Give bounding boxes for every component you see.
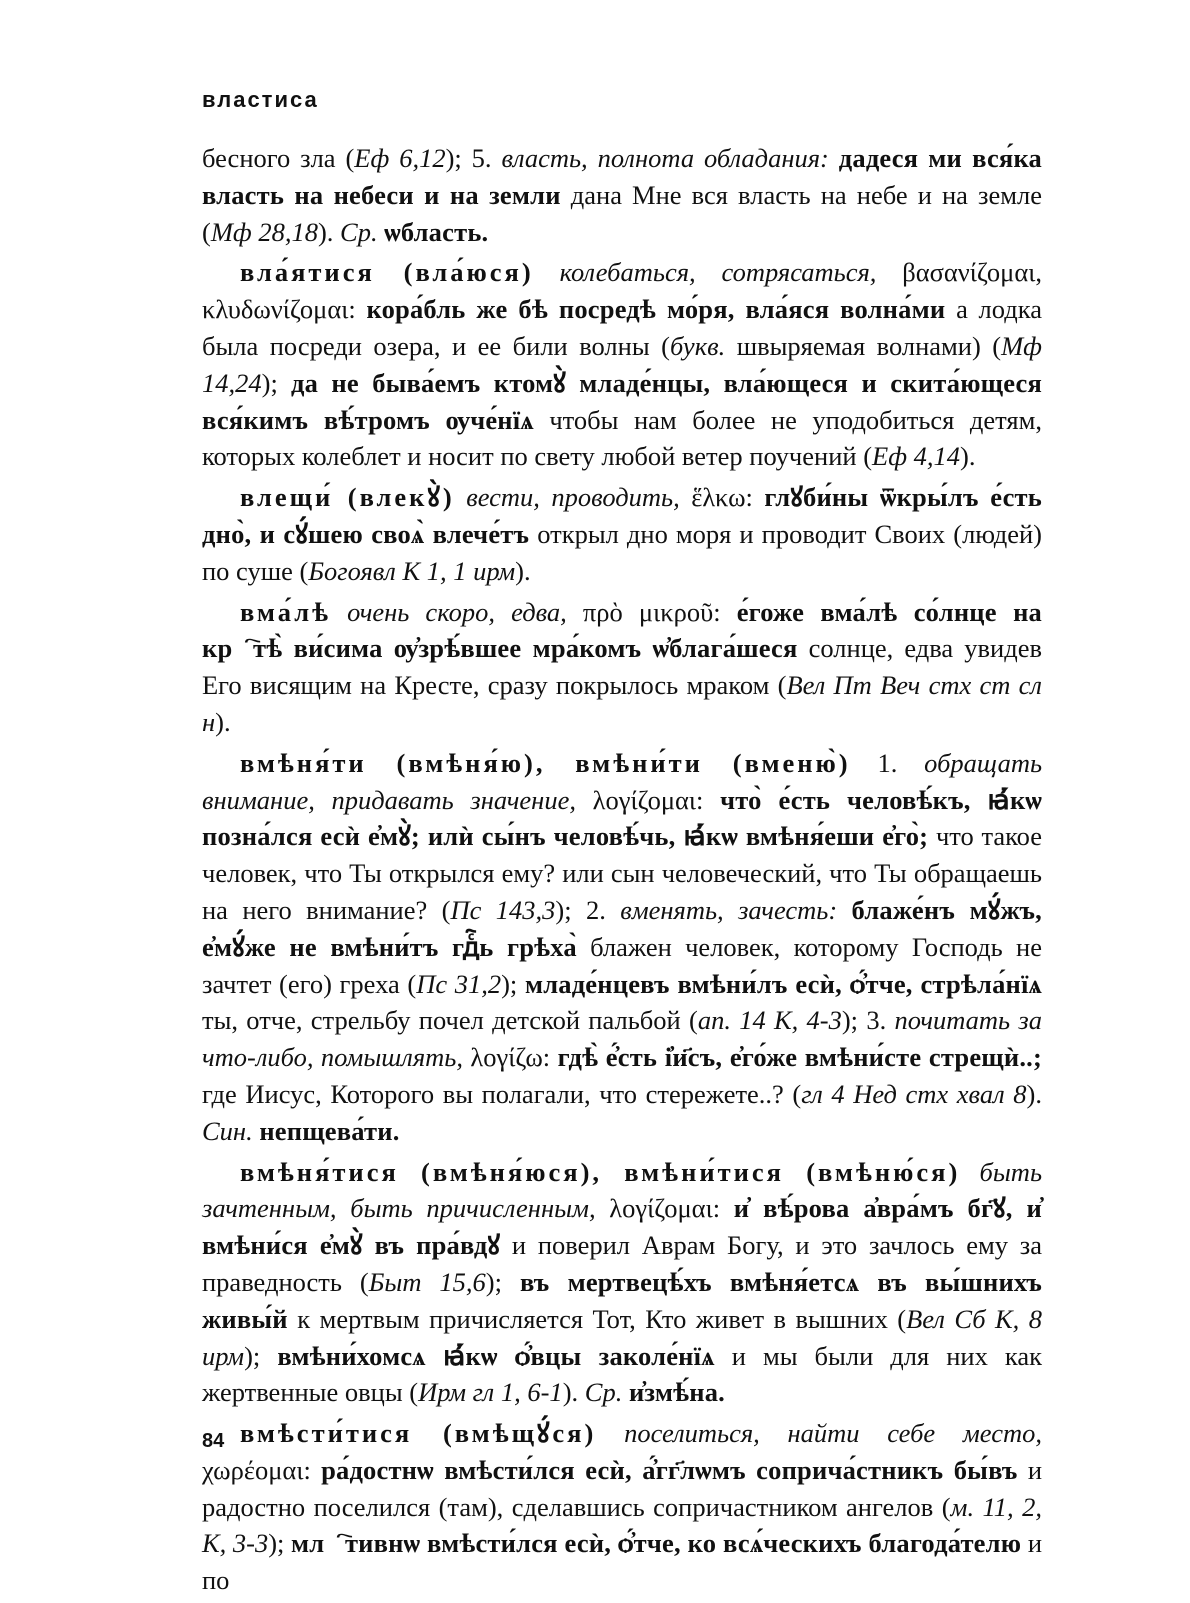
italic-gloss: быть зачтенным, быть причисленным, bbox=[202, 1156, 1043, 1224]
body-text: λογίζομαι: bbox=[595, 1193, 734, 1224]
italic-gloss: обращать внимание, придавать значение, bbox=[202, 747, 1043, 815]
body-text: блажен человек, которому Господь не зачтет (его) греха ( bbox=[202, 931, 1042, 999]
body-text bbox=[534, 257, 560, 287]
body-text bbox=[455, 482, 467, 512]
dictionary-text bbox=[202, 140, 1042, 1599]
body-text: и поверил Аврам Богу, и это зачлось ему за праведность ( bbox=[202, 1230, 1043, 1297]
body-text: ); bbox=[268, 1528, 292, 1559]
body-text: и по bbox=[202, 1528, 1042, 1596]
italic-gloss: ап. 14 К, 4-3 bbox=[697, 1005, 842, 1036]
dictionary-entry bbox=[202, 254, 1042, 475]
continued-entry bbox=[202, 140, 1042, 250]
headword: вма́лѣ bbox=[240, 596, 331, 627]
body-text: швыряемая волнами) ( bbox=[725, 330, 1002, 361]
italic-gloss: Быт 15,6 bbox=[368, 1266, 486, 1297]
body-text: ); bbox=[261, 367, 291, 398]
church-slavonic-text: и҆ вѣ́рова а҆вра́мъ бг҃ꙋ, и҆ вмѣни́ся е҆мꙋ̀ въ пра́вдꙋ bbox=[202, 1193, 1042, 1261]
church-slavonic-text: да не быва́емъ ктомꙋ̀ младе́нцы, вла́ющеся и скита́ющеся вся́кимъ вѣ́тромъ ѹче́нїѧ bbox=[202, 367, 1042, 435]
church-slavonic-text: е́гоже вма́лѣ со́лнце на крⷭ҇тѣ̀ ви́сима ѹ҆зрѣ́вшее мра́комъ ѡ҆блага́шеся bbox=[202, 596, 1042, 664]
italic-gloss: Еф 4,14 bbox=[872, 441, 961, 472]
body-text bbox=[837, 895, 851, 925]
dictionary-entry bbox=[202, 1415, 1042, 1599]
body-text: открыл дно моря и проводит Своих (людей) по суше ( bbox=[202, 518, 1042, 586]
dictionary-entry bbox=[202, 745, 1042, 1150]
body-text bbox=[331, 597, 347, 627]
church-slavonic-text: что̀ е́сть человѣ́къ, ꙗ҆́кѡ позна́лся есѝ е҆мꙋ̀; илѝ сы́нъ человѣ́чь, ꙗ҆́кѡ вмѣня́еши е҆го̀; bbox=[202, 784, 1043, 852]
headword: вмѣня́ти (вмѣня́ю), вмѣни́ти (вменю̀) bbox=[240, 747, 851, 778]
italic-gloss: вести, проводить, bbox=[466, 482, 680, 513]
running-head: властиса bbox=[202, 87, 319, 112]
italic-gloss: Пс 143,3 bbox=[450, 894, 556, 925]
italic-gloss: Вел Сб К, 8 ирм bbox=[202, 1303, 1042, 1371]
headword: влещи́ (влекꙋ̀) bbox=[240, 482, 455, 513]
body-text: дана Мне вся власть на небе и на земле ( bbox=[202, 179, 1042, 247]
body-text: χωρέομαι: bbox=[202, 1454, 322, 1485]
italic-gloss: вменять, зачесть: bbox=[620, 894, 838, 925]
church-slavonic-text: блаже́нъ мꙋ́жъ, е҆мꙋ́же не вмѣни́тъ гдⷭ҇ь грѣха̀ bbox=[202, 894, 1043, 962]
church-slavonic-text: младе́нцевъ вмѣни́лъ есѝ, ѻ҆́тче, стрѣла́нїѧ bbox=[524, 968, 1043, 999]
italic-gloss: Ср. bbox=[340, 216, 385, 247]
body-text: λογίζομαι: bbox=[575, 784, 721, 815]
body-text: ἕλκω: bbox=[679, 482, 765, 513]
italic-gloss: Пс 31,2 bbox=[416, 968, 502, 999]
italic-gloss: Ирм гл 1, 6-1 bbox=[418, 1377, 563, 1408]
church-slavonic-text: и҆змѣ́на. bbox=[628, 1377, 725, 1408]
italic-gloss: Богоявл К 1, 1 ирм bbox=[308, 555, 516, 586]
headword: вмѣня́тися (вмѣня́юся), вмѣни́тися (вмѣню́ся) bbox=[240, 1156, 961, 1187]
body-text: чтобы нам более не уподобиться детям, которых колеблет и носит по свету любой ветер поучений ( bbox=[202, 404, 1042, 472]
italic-gloss: колебаться, сотрясаться, bbox=[559, 257, 877, 288]
italic-gloss: м. 11, 2, К, 3-3 bbox=[202, 1491, 1042, 1559]
body-text: ); bbox=[485, 1266, 520, 1297]
church-slavonic-text: гдѣ̀ е҆́сть і҆и҃съ, е҆го́же вмѣни́сте стрещѝ..; bbox=[557, 1042, 1043, 1073]
body-text: βασανίζομαι, κλυδωνίζομαι: bbox=[202, 257, 1042, 325]
body-text bbox=[596, 1418, 624, 1448]
body-text: и радостно поселился (там), сделавшись сопричастником ангелов ( bbox=[202, 1454, 1043, 1522]
dictionary-entry bbox=[202, 479, 1042, 589]
body-text: а лодка была посреди озера, и ее били волны ( bbox=[202, 294, 1042, 361]
body-text: ); 3. bbox=[841, 1005, 895, 1036]
body-text: и мы были для них как жертвенные овцы ( bbox=[202, 1340, 1042, 1408]
italic-gloss: букв. bbox=[669, 330, 726, 361]
page-number: 84 bbox=[202, 1430, 225, 1452]
italic-gloss: Син. bbox=[202, 1115, 260, 1146]
church-slavonic-text: дадеся ми вся́ка власть на небеси и на земли bbox=[202, 143, 1042, 210]
body-text: к мертвым причисляется Тот, Кто живет в вышних ( bbox=[287, 1303, 907, 1334]
italic-gloss: Мф 28,18 bbox=[210, 216, 318, 247]
body-text: ). bbox=[515, 555, 531, 586]
dictionary-entry bbox=[202, 594, 1042, 741]
church-slavonic-text: въ мертвецѣ́хъ вмѣня́етсѧ въ вы́шнихъ живы́й bbox=[202, 1266, 1043, 1334]
italic-gloss: гл 4 Нед стх хвал 8 bbox=[801, 1078, 1027, 1109]
body-text: ). bbox=[562, 1377, 585, 1408]
italic-gloss: Еф 6,12 bbox=[354, 143, 446, 173]
body-text: ); bbox=[244, 1340, 278, 1371]
church-slavonic-text: млⷭ҇тивнѡ вмѣсти́лся есѝ, ѻ҆́тче, ко всѧ́ческихъ благода́телю bbox=[291, 1528, 1022, 1559]
dictionary-entry bbox=[202, 1154, 1042, 1412]
body-text: где Иисус, Которого вы полагали, что стережете..? ( bbox=[202, 1078, 802, 1109]
italic-gloss: Вел Пт Веч стх ст сл н bbox=[202, 670, 1042, 737]
italic-gloss: Ср. bbox=[584, 1377, 629, 1408]
italic-gloss: почитать за что-либо, помышлять, bbox=[202, 1005, 1042, 1073]
body-text: ). bbox=[317, 216, 341, 247]
body-text: что такое человек, что Ты открылся ему? или сын человеческий, что Ты обращаешь на него внимание? ( bbox=[202, 821, 1043, 925]
dictionary-page bbox=[202, 80, 1042, 1603]
church-slavonic-text: вмѣни́хомсѧ ꙗ҆́кѡ ѻ҆́вцы заколе́нїѧ bbox=[277, 1340, 715, 1371]
body-text: πρὸ μικροῦ: bbox=[566, 596, 737, 627]
body-text: солнце, едва увидев Его висящим на Кресте, сразу покрылось мраком ( bbox=[202, 633, 1042, 701]
church-slavonic-text: ра́достнѡ вмѣсти́лся есѝ, а҆́гг҃лѡмъ соприча́стникъ бы́въ bbox=[321, 1454, 1018, 1485]
body-text: ); 2. bbox=[555, 894, 621, 925]
italic-gloss: власть, полнота обладания: bbox=[501, 143, 839, 173]
church-slavonic-text: непщева́ти. bbox=[259, 1115, 400, 1146]
body-text: 1. bbox=[850, 747, 925, 778]
body-text: ). bbox=[960, 441, 976, 472]
body-text: ); bbox=[501, 968, 525, 999]
italic-gloss: очень скоро, едва, bbox=[347, 596, 567, 627]
body-text: ). bbox=[215, 706, 231, 737]
body-text: λογίζω: bbox=[462, 1042, 558, 1073]
church-slavonic-text: кора́бль же бѣ посредѣ мо́ря, вла́яся волна́ми bbox=[366, 294, 946, 325]
italic-gloss: поселиться, найти себе место, bbox=[624, 1418, 1042, 1449]
body-text: ); 5. bbox=[445, 143, 502, 173]
body-text: ты, отче, стрельбу почел детской пальбой ( bbox=[202, 1005, 698, 1036]
italic-gloss: Мф 14,24 bbox=[202, 330, 1042, 398]
body-text: ). bbox=[1026, 1078, 1042, 1109]
headword: вла́ятися (вла́юся) bbox=[240, 257, 534, 288]
church-slavonic-text: ѡбласть. bbox=[384, 216, 489, 247]
body-text bbox=[960, 1157, 979, 1187]
church-slavonic-text: глꙋби́ны ѿкры́лъ е́сть дно̀, и сꙋ́шею своѧ̀ влече́тъ bbox=[202, 482, 1042, 549]
headword: вмѣсти́тися (вмѣщꙋ́ся) bbox=[240, 1418, 597, 1449]
body-text: бесного зла ( bbox=[202, 143, 355, 173]
